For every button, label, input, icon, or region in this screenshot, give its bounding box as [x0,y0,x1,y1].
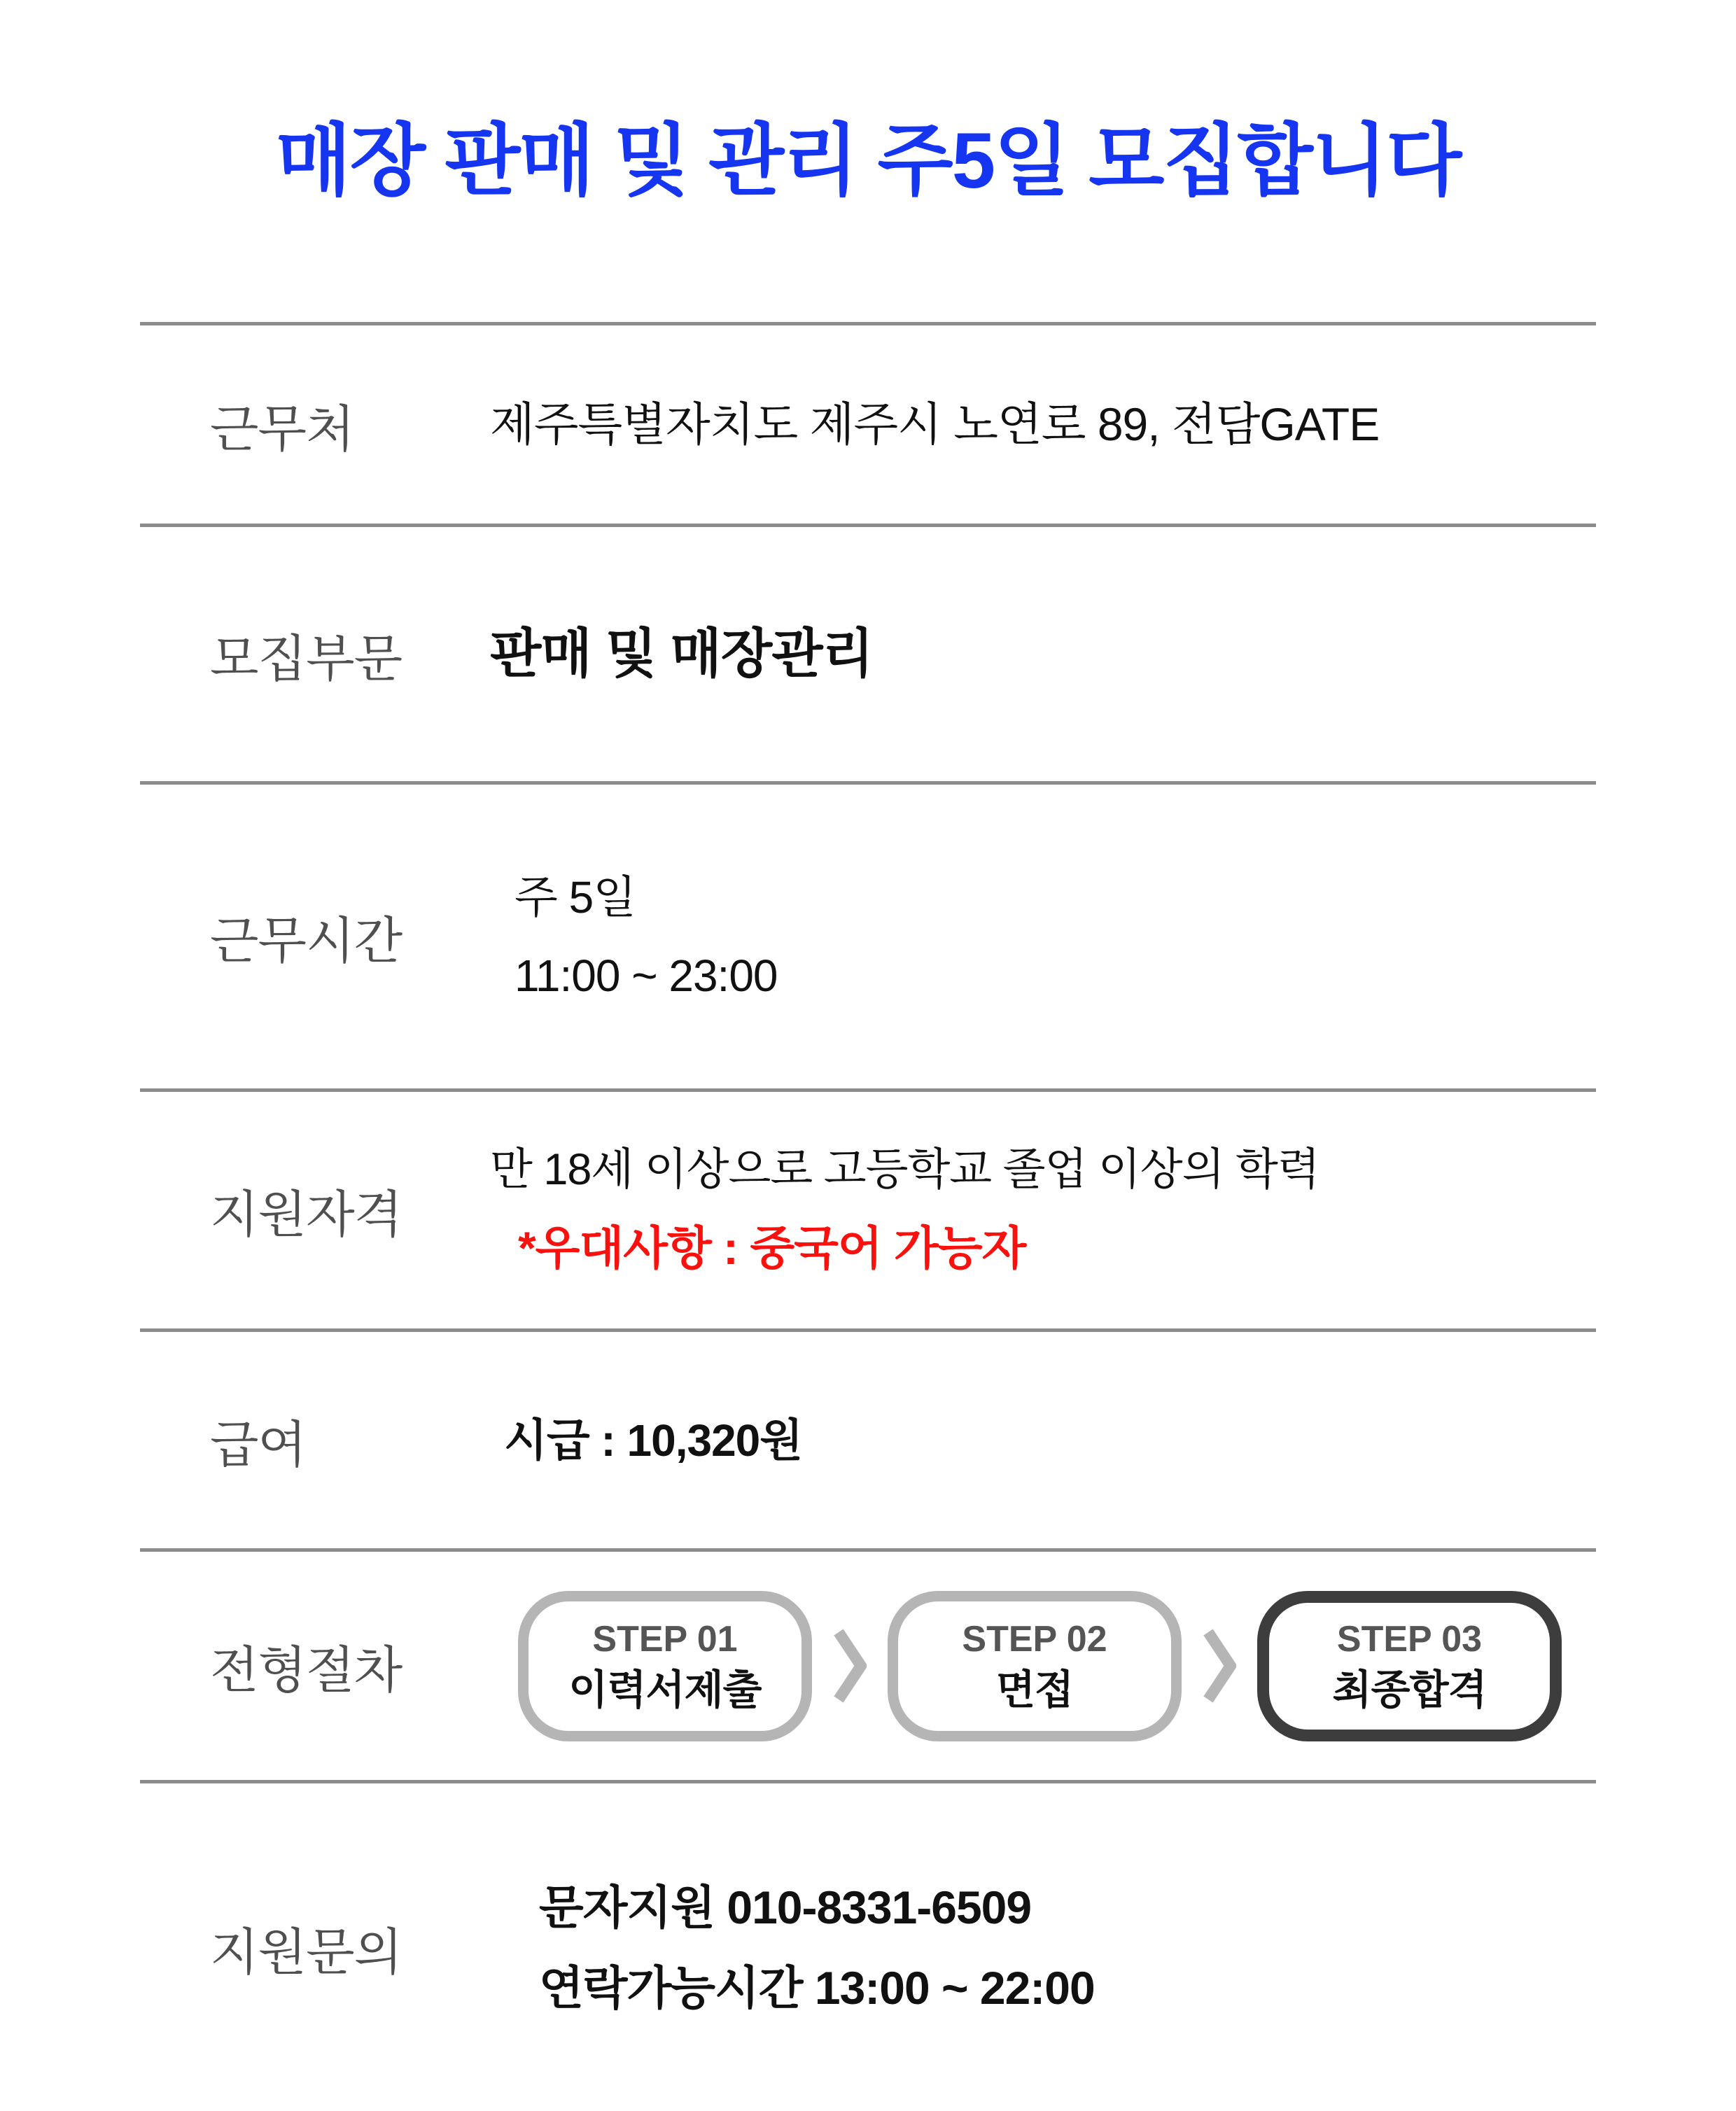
row-work-hours-label: 근무시간 [210,913,402,969]
step-1-name: 이력서제출 [568,1667,762,1713]
step-2-name: 면접 [995,1667,1074,1713]
row-position-label: 모집부문 [210,631,402,687]
step-1-number: STEP 01 [592,1618,738,1660]
work-days-line: 주 5일 [514,872,636,923]
contact-phone-line: 문자지원 010-8331-6509 [539,1881,1032,1933]
step-pill-1 [518,1591,812,1741]
row-process [140,1552,1596,1783]
step-3-number: STEP 03 [1336,1618,1483,1660]
row-contact-label: 지원문의 [210,1925,402,1981]
page-title: 매장 판매 및 관리 주5일 모집합니다 [275,117,1461,204]
step-chevron-icon [833,1624,867,1708]
work-time-line: 11:00 ~ 23:00 [514,951,778,1001]
row-position-value: 판매 및 매장관리 [490,624,874,684]
step-pill-2 [888,1591,1182,1741]
step-3-name: 최종합격 [1332,1667,1487,1713]
row-process-label: 전형절차 [210,1643,402,1699]
info-table [140,322,1596,2111]
row-work-hours [140,785,1596,1092]
row-position [140,527,1596,785]
row-work-hours-value [514,858,778,1015]
preferred-highlight: *우대사항 : 중국어 가능자 [518,1222,1026,1275]
row-contact [140,1783,1596,2111]
qualification-line: 만 18세 이상으로 고등학교 졸업 이상의 학력 [490,1145,1320,1195]
step-2-number: STEP 02 [962,1618,1107,1660]
row-pay-value: 시급 : 10,320원 [504,1415,803,1466]
row-pay-label: 급여 [210,1417,307,1473]
row-contact-value [539,1867,1095,2029]
row-workplace-label: 근무처 [210,401,354,458]
row-qualification-value [490,1131,1320,1289]
row-qualification [140,1092,1596,1332]
row-qualification-label: 지원자격 [210,1187,402,1243]
row-workplace [140,325,1596,527]
step-chevron-icon [1203,1624,1236,1708]
row-pay [140,1332,1596,1552]
contact-time-line: 연락가능시간 13:00 ~ 22:00 [539,1962,1095,2014]
step-pill-3 [1257,1591,1562,1741]
process-steps [518,1591,1562,1741]
row-workplace-value: 제주특별자치도 제주시 노연로 89, 전담GATE [490,398,1380,450]
